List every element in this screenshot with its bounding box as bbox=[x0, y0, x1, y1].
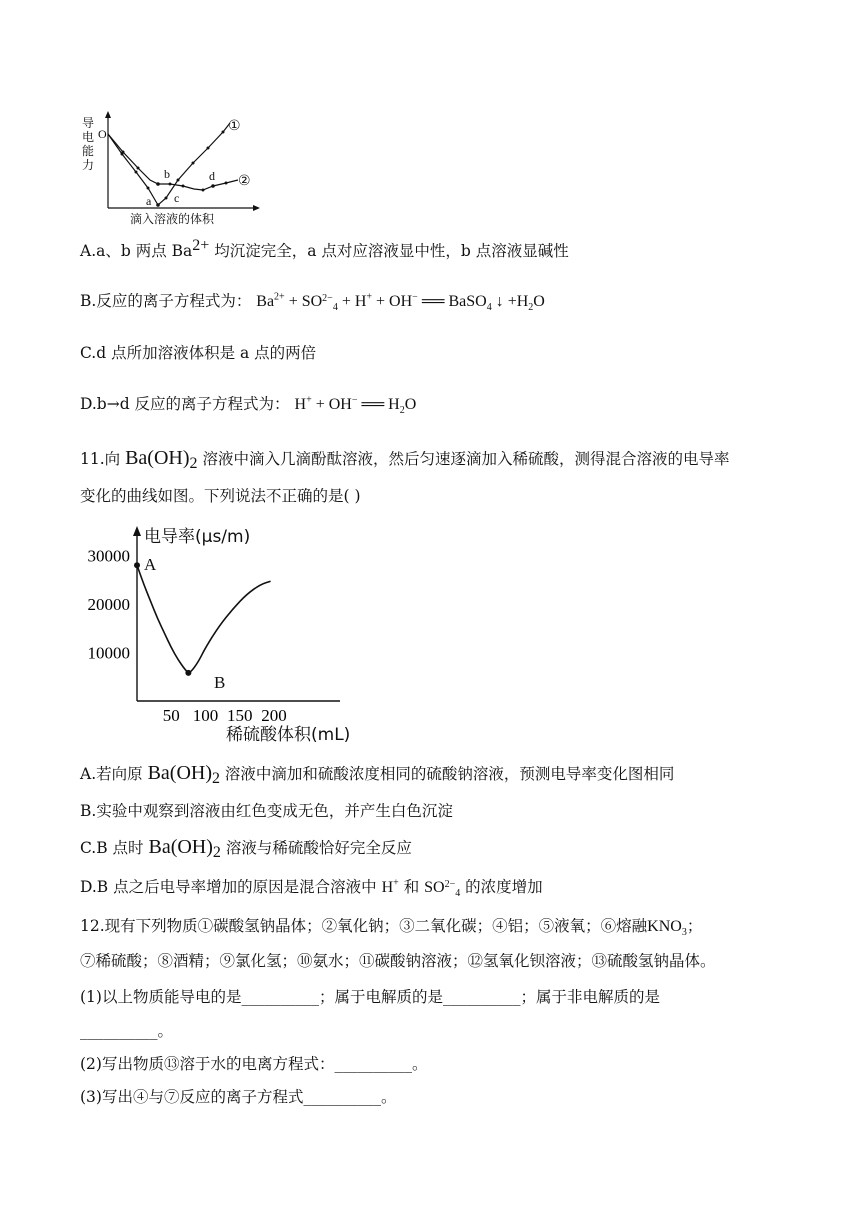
q11-chart-ylabel: 电导率(μs/m) bbox=[144, 527, 251, 547]
q12-stem-line2-text: ⑦稀硫酸；⑧酒精；⑨氯化氢；⑩氨水；⑪碳酸钠溶液；⑫氢氧化钡溶液；⑬硫酸氢钠晶体。 bbox=[80, 952, 716, 970]
q12-sub1-line1-text: (1)以上物质能导电的是__________；属于电解质的是__________；属于非电解质的是 bbox=[80, 988, 660, 1006]
q10-option-a bbox=[80, 236, 569, 262]
q11-option-c-sub: 2 bbox=[212, 844, 221, 862]
q11-chart-point-a-label: A bbox=[144, 555, 157, 574]
q10-option-d-equation: H+ + OH− ══ $H_2O$ bbox=[294, 394, 417, 417]
q11-option-a-suffix: 溶液中滴加和硫酸浓度相同的硫酸钠溶液，预测电导率变化图相同 bbox=[220, 765, 675, 783]
q11-chart-x-tick-label: 50 bbox=[162, 706, 180, 725]
q10-option-d-prefix: D.b→d 反应的离子方程式为： bbox=[80, 395, 290, 413]
q12-stem-line1 bbox=[80, 915, 702, 938]
q10-option-b-equation: $Ba^{2+} + SO_{2-4} + H^+ + OH^-$ ══ BaSO$_4$ ↓ $+H_2O$ bbox=[256, 291, 545, 314]
figure1-conductivity-plot bbox=[78, 108, 278, 226]
q11-option-a bbox=[80, 762, 675, 788]
q10-option-a-prefix: A.a、b 两点 Ba bbox=[80, 242, 193, 260]
q11-chart-y-tick-label: 20000 bbox=[87, 595, 130, 614]
q11-stem-line2 bbox=[80, 485, 361, 507]
q11-option-d-ion2: $SO_{2-4}$ bbox=[424, 879, 461, 900]
q12-stem-line2 bbox=[80, 950, 716, 972]
q11-stem-line2-text: 变化的曲线如图。下列说法不正确的是( ) bbox=[80, 487, 361, 505]
figure1-ylabel-char: 力 bbox=[82, 158, 95, 172]
q11-stem-suffix: 溶液中滴入几滴酚酞溶液，然后匀速逐滴加入稀硫酸，测得混合溶液的电导率 bbox=[197, 450, 730, 468]
figure1-origin-label: O bbox=[98, 127, 107, 141]
q11-option-c-suffix: 溶液与稀硫酸恰好完全反应 bbox=[220, 839, 412, 857]
q12-stem-tail: ； bbox=[686, 917, 703, 935]
q12-sub3 bbox=[80, 1086, 396, 1108]
q10-option-d bbox=[80, 393, 416, 416]
figure1-curve-1 bbox=[108, 123, 230, 205]
q11-option-b bbox=[80, 800, 453, 822]
q11-chart-x-tick-label: 100 bbox=[192, 706, 219, 725]
figure1-curve1-label: ① bbox=[228, 118, 241, 134]
q11-option-a-prefix: A.若向原 bbox=[80, 765, 148, 783]
q12-sub1-line2-text: __________。 bbox=[80, 1022, 174, 1040]
q11-option-a-formula: Ba(OH) bbox=[147, 762, 212, 784]
q11-stem-sub: 2 bbox=[189, 455, 198, 473]
figure1-ylabel-char: 能 bbox=[82, 144, 95, 158]
q11-conductivity-chart bbox=[78, 518, 378, 748]
q11-chart-y-tick-label: 30000 bbox=[87, 546, 130, 566]
q11-chart-y-tick-label: 10000 bbox=[87, 643, 130, 663]
figure1-curve2-label: ② bbox=[238, 173, 251, 189]
q12-sub1-line1 bbox=[80, 986, 660, 1008]
q11-option-a-sub: 2 bbox=[212, 770, 220, 788]
q10-option-a-sup: 2+ bbox=[192, 236, 210, 254]
q11-stem-line1 bbox=[80, 447, 730, 473]
q12-sub3-text: (3)写出④与⑦反应的离子方程式__________。 bbox=[80, 1088, 397, 1106]
q12-stem-text: 12.现有下列物质①碳酸氢钠晶体；②氧化钠；③二氧化碳；④铝；⑤液氧；⑥熔融 bbox=[80, 917, 648, 935]
q11-option-c bbox=[80, 836, 412, 862]
q12-stem-formula: $KNO_3$ bbox=[647, 918, 687, 939]
q11-chart-x-tick-label: 200 bbox=[261, 706, 287, 725]
q12-sub2 bbox=[80, 1053, 427, 1075]
q11-chart-xlabel: 稀硫酸体积(mL) bbox=[226, 725, 351, 745]
q10-option-c bbox=[80, 342, 316, 364]
q11-stem-prefix: 11.向 bbox=[80, 450, 126, 468]
q10-option-a-suffix: 均沉淀完全，a 点对应溶液显中性，b 点溶液显碱性 bbox=[209, 242, 569, 260]
q11-option-c-prefix: C.B 点时 bbox=[80, 839, 149, 857]
figure1-ylabel-char: 电 bbox=[82, 130, 95, 144]
q11-option-c-formula: Ba(OH) bbox=[148, 836, 213, 858]
q10-option-c-text: C.d 点所加溶液体积是 a 点的两倍 bbox=[80, 344, 317, 362]
q12-sub1-line2 bbox=[80, 1020, 173, 1042]
q11-option-b-text: B.实验中观察到溶液由红色变成无色，并产生白色沉淀 bbox=[80, 802, 453, 820]
q11-chart-series-line bbox=[137, 565, 271, 672]
figure1-ylabel-char: 导 bbox=[82, 116, 95, 130]
figure1-point-b: b bbox=[164, 167, 170, 181]
q11-option-d-ion1: H+ bbox=[381, 877, 399, 896]
q11-chart-point-a bbox=[134, 562, 140, 568]
q11-option-d bbox=[80, 876, 543, 899]
q11-option-d-mid: 和 bbox=[398, 878, 425, 896]
q11-stem-formula: Ba(OH) bbox=[125, 447, 190, 469]
q10-option-b bbox=[80, 290, 545, 313]
figure1-point-c: c bbox=[174, 191, 180, 205]
q11-option-d-suffix: 的浓度增加 bbox=[460, 878, 543, 896]
q11-chart-point-b bbox=[185, 670, 191, 676]
q10-option-b-prefix: B.反应的离子方程式为： bbox=[80, 292, 252, 310]
figure1-point-d: d bbox=[209, 169, 215, 183]
q11-chart-x-tick-label: 150 bbox=[227, 706, 253, 725]
q12-sub2-text: (2)写出物质⑬溶于水的电离方程式：__________。 bbox=[80, 1055, 428, 1073]
q11-option-d-prefix: D.B 点之后电导率增加的原因是混合溶液中 bbox=[80, 878, 382, 896]
figure1-xlabel: 滴入溶液的体积 bbox=[130, 212, 215, 226]
q11-chart-point-b-label: B bbox=[214, 673, 226, 692]
figure1-point-a: a bbox=[146, 194, 152, 208]
